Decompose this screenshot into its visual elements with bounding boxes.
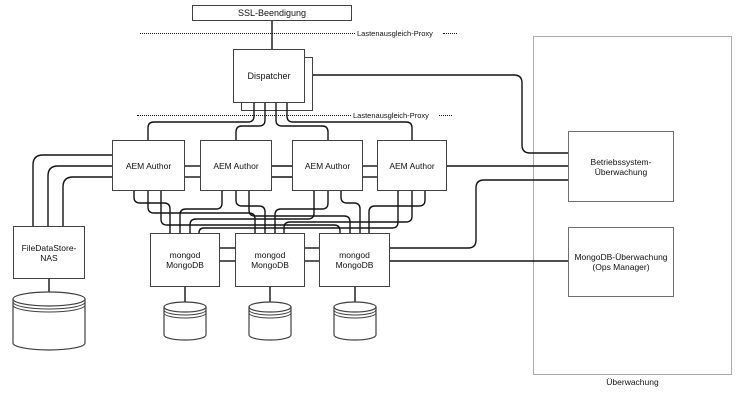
aem-author-node-4 — [377, 140, 447, 191]
aem-author-label: AEM Author — [304, 160, 351, 171]
proxy-divider-mid-label: Lastenausgleich-Proxy — [353, 111, 429, 120]
mongod-node-1 — [150, 233, 220, 287]
aem-author-label: AEM Author — [213, 160, 259, 171]
database-cylinder-mongod-1-body — [164, 307, 206, 340]
mongod-label-line2: MongoDB — [251, 260, 289, 270]
aem-author-label: AEM Author — [125, 160, 172, 171]
nas-label-line2: NAS — [40, 252, 58, 263]
database-cylinder-nas-body — [13, 299, 85, 350]
aem-author-node-1 — [112, 140, 185, 191]
aem3-to-mongod2 — [275, 191, 328, 233]
mongodb-monitoring-label-line1: MongoDB-Überwachung — [574, 252, 668, 262]
database-cylinder-mongod-1-ring — [164, 313, 206, 318]
aem1-to-mongod1 — [134, 191, 170, 233]
aem4-to-mongod1 — [199, 191, 398, 233]
database-cylinder-nas-top — [13, 292, 85, 306]
os-monitoring-node — [568, 131, 674, 202]
mongod-label-line1: mongod — [169, 250, 201, 260]
proxy-divider-top-line — [140, 33, 355, 34]
proxy-divider-mid-line — [137, 115, 351, 116]
mongodb-monitoring-label-line2: (Ops Manager) — [592, 262, 650, 272]
database-cylinder-mongod-2-ring — [249, 313, 291, 318]
filedatastore-nas-node — [13, 226, 85, 279]
monitoring-container-label: Überwachung — [606, 377, 659, 387]
aem-author-node-2 — [200, 140, 272, 191]
mongod-node-2 — [235, 233, 305, 287]
aem-author-label: AEM Author — [389, 160, 435, 171]
aem4-to-mongod3 — [369, 191, 425, 233]
database-cylinder-mongod-1-top — [164, 302, 206, 312]
aem2-to-mongod1 — [180, 191, 222, 233]
aem4-to-mongod2 — [284, 191, 412, 233]
dispatcher-to-aem1 — [148, 103, 254, 140]
database-cylinder-nas-ring — [13, 302, 85, 309]
database-cylinder-mongod-1-ring — [164, 310, 206, 315]
monitoring-container — [533, 36, 732, 375]
mongod-label-line1: mongod — [254, 250, 286, 260]
database-cylinder-mongod-3-top — [334, 302, 376, 312]
database-cylinder-mongod-2-ring — [249, 310, 291, 315]
proxy-divider-top-label: Lastenausgleich-Proxy — [357, 29, 433, 38]
nas-label-line1: FileDataStore- — [21, 242, 77, 253]
mongod-label-line2: MongoDB — [166, 260, 204, 270]
mongodb-monitoring-node — [568, 227, 674, 297]
database-cylinder-mongod-2-top — [249, 302, 291, 312]
nas-to-aem-3 — [63, 177, 112, 226]
dispatcher-label: Dispatcher — [247, 71, 291, 81]
database-cylinder-mongod-3-ring — [334, 313, 376, 318]
dispatcher-node — [233, 49, 305, 103]
os-monitoring-label-line1: Betriebssystem- — [590, 156, 652, 167]
mongod-node-3 — [319, 233, 390, 287]
proxy-divider-top-tail — [443, 33, 457, 34]
mongod-label-line1: mongod — [339, 250, 370, 260]
database-cylinder-nas-ring — [13, 305, 85, 312]
mongod-label-line2: MongoDB — [335, 260, 374, 270]
os-monitoring-label-line2: Überwachung — [594, 166, 648, 177]
aem2-to-mongod2 — [236, 191, 265, 233]
ssl-termination-label: SSL-Beendigung — [237, 8, 307, 18]
aem1-to-mongod2 — [148, 191, 255, 233]
aem2-to-mongod3 — [249, 191, 350, 233]
aem1-to-mongod3 — [161, 191, 340, 233]
aem3-to-mongod1 — [190, 191, 314, 233]
database-cylinder-mongod-3-body — [334, 307, 376, 340]
aem3-to-mongod3 — [341, 191, 360, 233]
database-cylinder-mongod-3-ring — [334, 310, 376, 315]
ssl-termination-node — [192, 5, 352, 21]
proxy-divider-mid-tail — [439, 115, 452, 116]
aem-author-node-3 — [292, 140, 363, 191]
database-cylinder-mongod-2-body — [249, 307, 291, 340]
nas-to-aem-1 — [33, 155, 112, 226]
nas-to-aem-2 — [48, 166, 112, 226]
